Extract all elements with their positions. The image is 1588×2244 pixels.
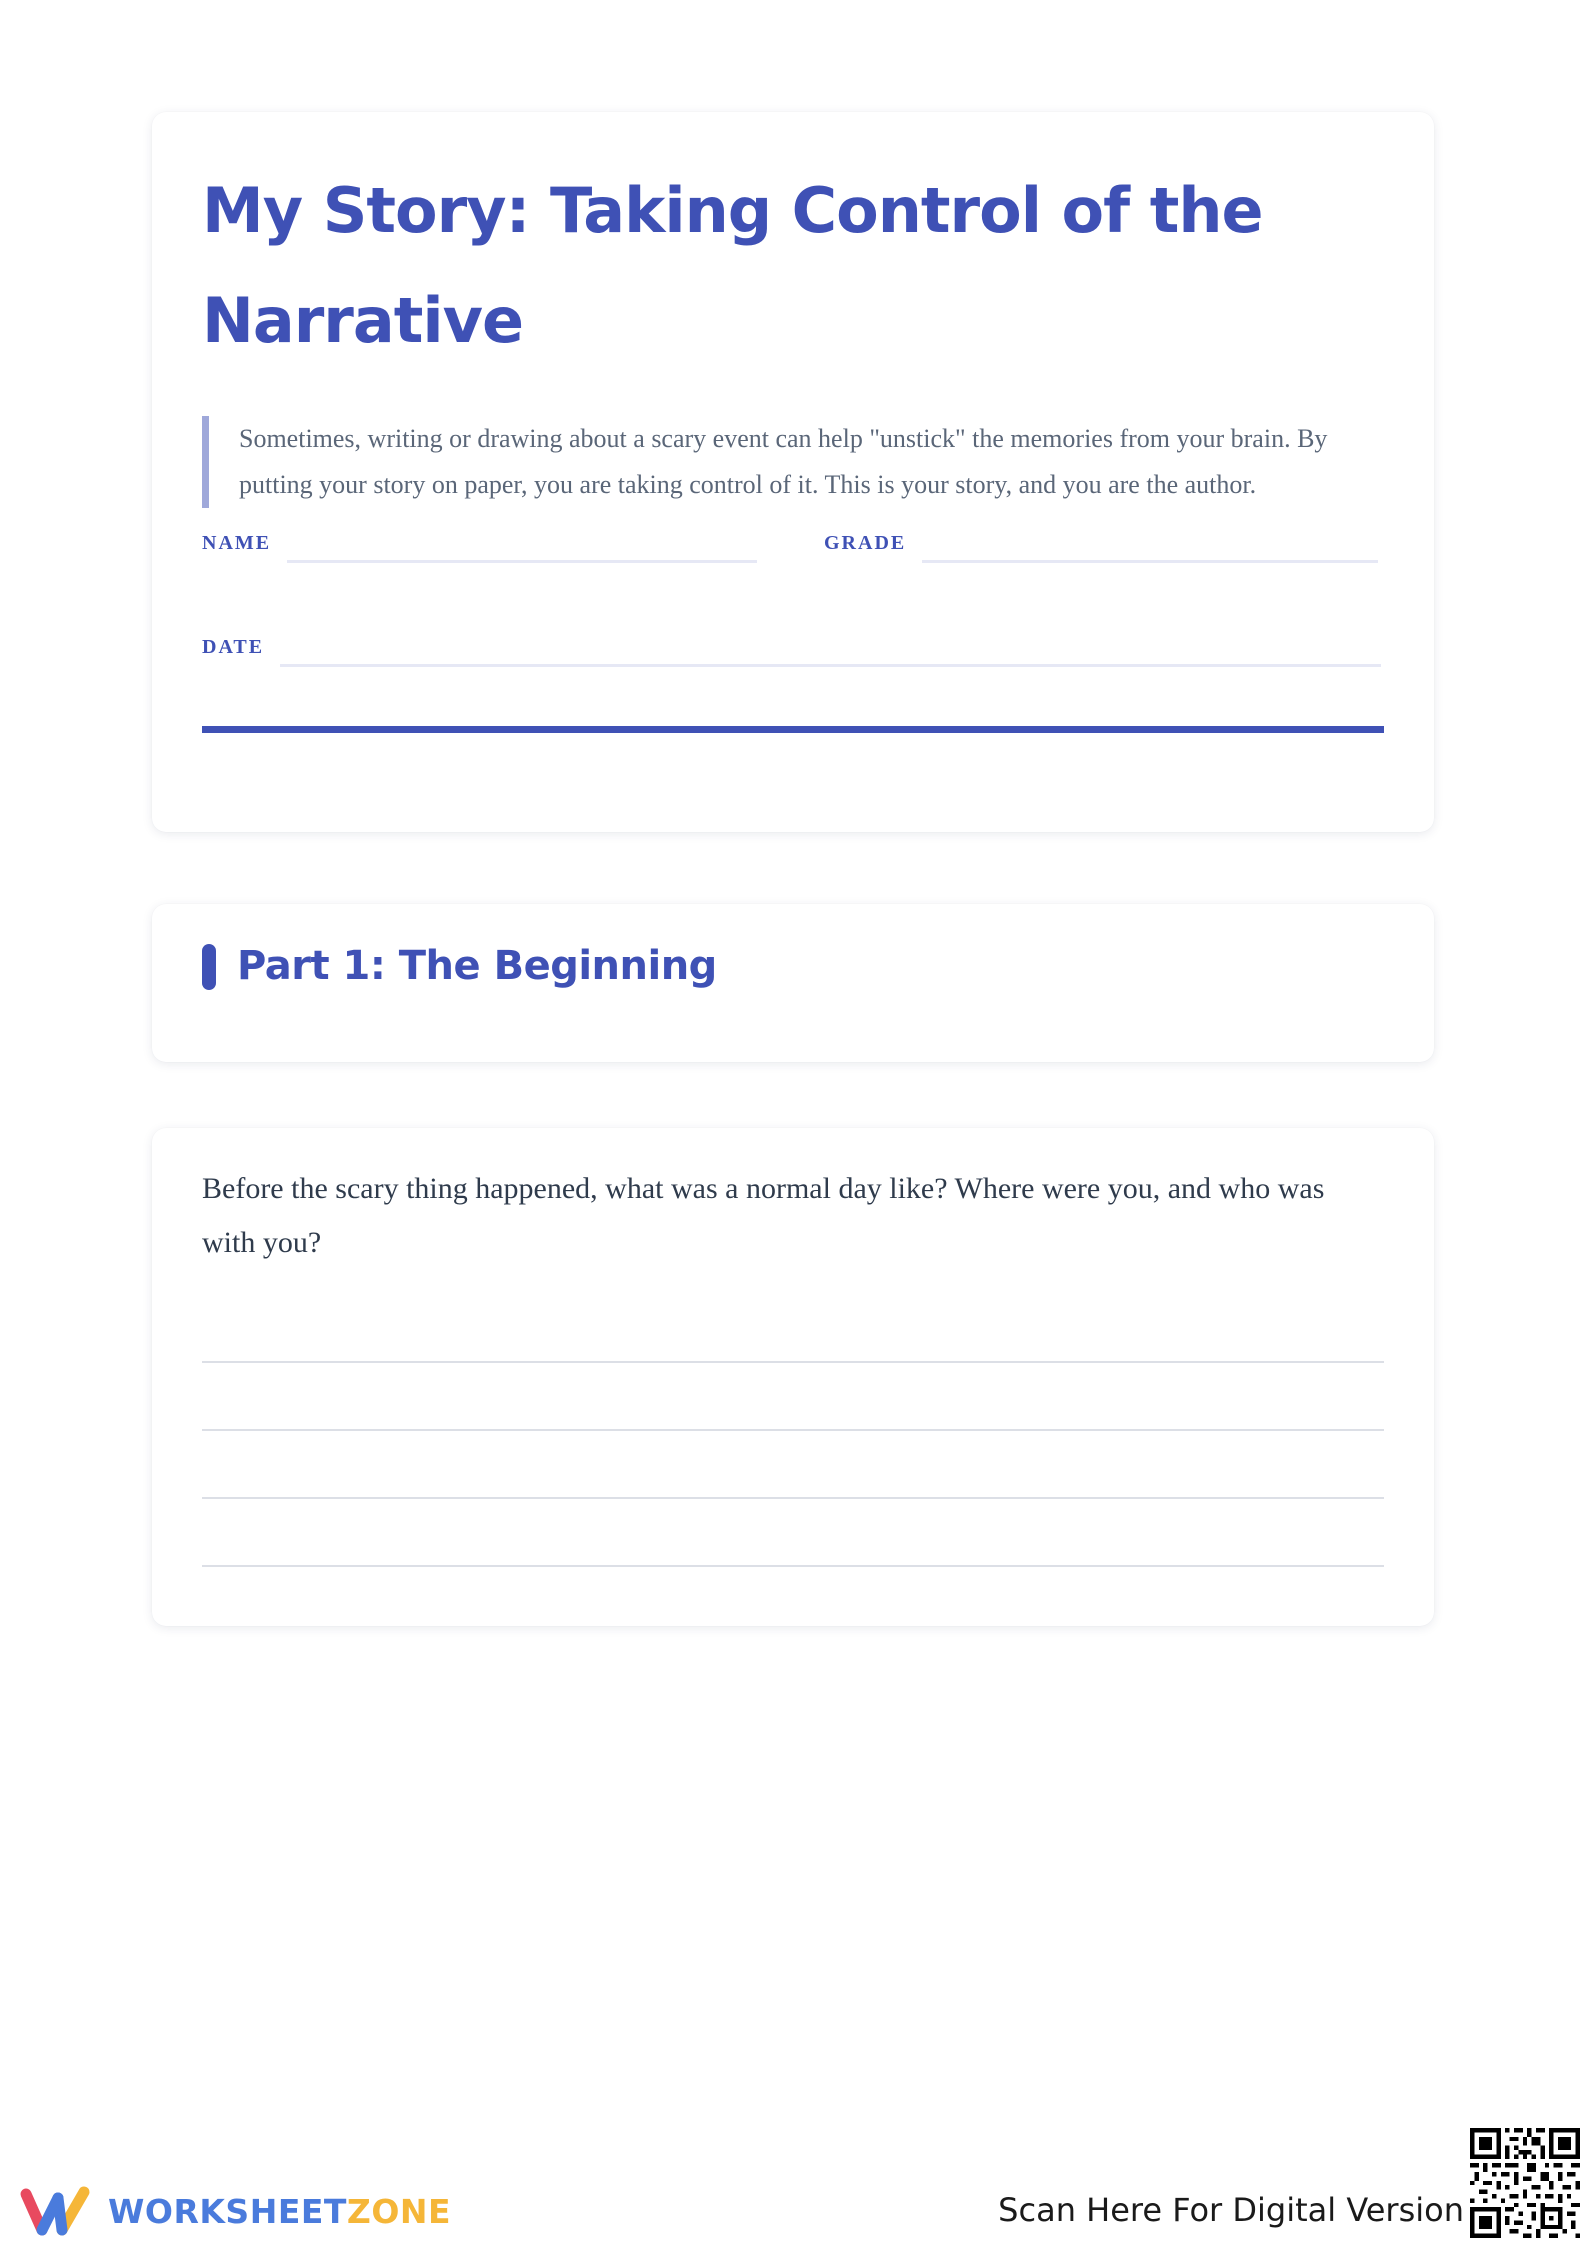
question-card — [152, 1128, 1434, 1626]
date-input-line[interactable] — [280, 664, 1381, 667]
logo-text-primary: WORKSHEET — [108, 2191, 347, 2231]
grade-field — [824, 532, 1378, 563]
grade-label: GRADE — [824, 532, 907, 554]
header-divider — [202, 726, 1384, 733]
worksheet-title: My Story: Taking Control of the Narrative — [202, 174, 1263, 357]
question-prompt: Before the scary thing happened, what was a normal day like? Where were you, and who was with you? — [202, 1172, 1325, 1259]
worksheet-header-card — [152, 112, 1434, 832]
scan-caption: Scan Here For Digital Version — [998, 2191, 1464, 2229]
logo-text-accent: ZONE — [346, 2191, 452, 2231]
answer-line[interactable] — [202, 1361, 1384, 1363]
intro-text: Sometimes, writing or drawing about a scary event can help "unstick" the memories from your brain. By putting your story on paper, you are taking control of it. This is your story, and you are the author. — [202, 416, 1384, 508]
logo-text — [108, 2192, 451, 2231]
name-field — [202, 532, 757, 563]
answer-line[interactable] — [202, 1429, 1384, 1431]
answer-line[interactable] — [202, 1565, 1384, 1567]
name-input-line[interactable] — [287, 560, 757, 563]
section-accent-bar — [202, 944, 216, 990]
date-field — [202, 636, 1381, 667]
date-label: DATE — [202, 636, 265, 658]
name-label: NAME — [202, 532, 272, 554]
section-card — [152, 904, 1434, 1062]
section-title: Part 1: The Beginning — [237, 943, 717, 989]
qr-code-icon[interactable] — [1470, 2128, 1580, 2238]
answer-line[interactable] — [202, 1497, 1384, 1499]
worksheetzone-logo — [18, 2184, 451, 2238]
worksheetzone-logo-icon — [18, 2184, 96, 2238]
grade-input-line[interactable] — [922, 560, 1378, 563]
